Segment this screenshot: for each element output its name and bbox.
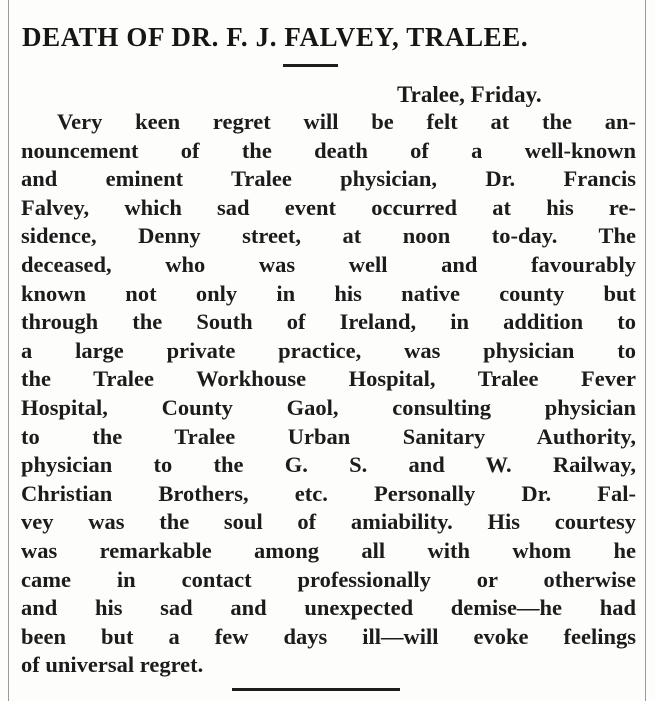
body-line: was remarkable among all with whom he xyxy=(21,537,636,563)
body-line: Falvey, which sad event occurred at his re- xyxy=(21,194,636,220)
body-line: a large private practice, was physician to xyxy=(21,337,636,363)
body-line: came in contact professionally or otherwise xyxy=(21,566,636,592)
body-line: through the South of Ireland, in addition to xyxy=(21,309,636,335)
body-line: Christian Brothers, etc. Personally Dr. Fal- xyxy=(21,480,636,506)
body-line: known not only in his native county but xyxy=(21,280,636,306)
article-headline: DEATH OF DR. F. J. FALVEY, TRALEE. xyxy=(22,22,529,52)
body-line: to the Tralee Urban Sanitary Authority, xyxy=(21,423,636,449)
body-line: and his sad and unexpected demise—he had xyxy=(21,595,636,621)
body-line: Very keen regret will be felt at the an- xyxy=(57,109,636,134)
body-line: of universal regret. xyxy=(21,652,204,678)
body-line: the Tralee Workhouse Hospital, Tralee Fever xyxy=(21,366,636,392)
body-line: vey was the soul of amiability. His courtesy xyxy=(21,509,636,535)
end-of-article-rule xyxy=(232,688,400,691)
column-rule-left xyxy=(8,0,9,701)
body-line: nouncement of the death of a well-known xyxy=(21,137,636,163)
body-line: sidence, Denny street, at noon to-day. The xyxy=(21,223,636,249)
headline-divider xyxy=(283,64,338,67)
column-rule-right xyxy=(645,0,646,701)
body-line: and eminent Tralee physician, Dr. Francis xyxy=(21,166,636,192)
body-line: been but a few days ill—will evoke feelings xyxy=(21,623,636,649)
article-dateline: Tralee, Friday. xyxy=(397,82,542,107)
article-body xyxy=(21,108,636,680)
body-line: physician to the G. S. and W. Railway, xyxy=(21,452,636,478)
body-line: Hospital, County Gaol, consulting physician xyxy=(21,394,636,420)
body-line: deceased, who was well and favourably xyxy=(21,251,636,277)
